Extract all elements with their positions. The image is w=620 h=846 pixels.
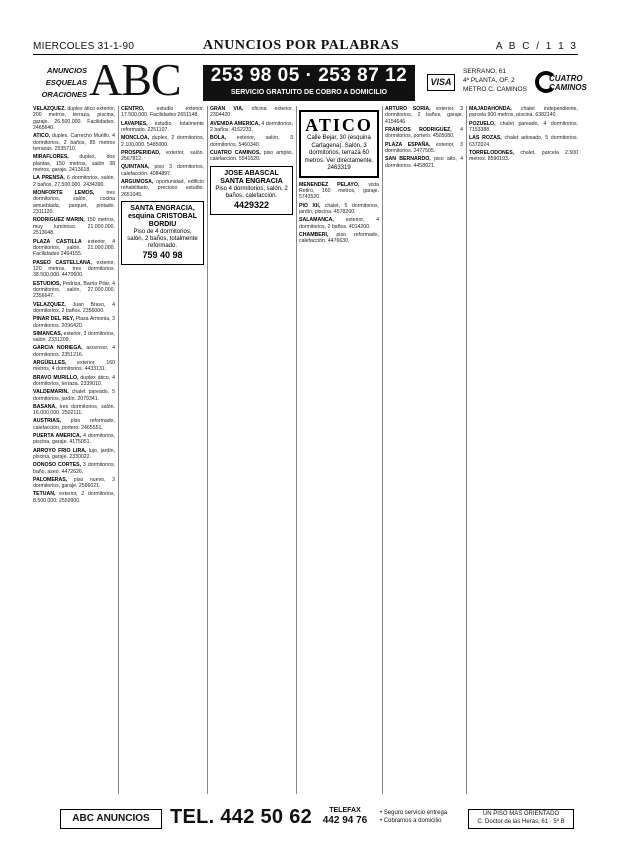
ad-heading: MENENDEZ PELAYO, — [299, 181, 360, 188]
banner-categories: ANUNCIOS ESQUELAS ORACIONES — [41, 66, 87, 99]
ad-text: exterior, 4 dormitorios, salón. 21.000.000. Facilidades 2464155. — [33, 238, 115, 258]
footer-services: • Seguro servicio entrega • Cobramos a domicilio — [380, 810, 448, 824]
ad-text: oportunidad, edificio rehabilitado, precioso estudio. 2651045. — [121, 179, 204, 198]
classified-ad — [121, 106, 204, 119]
ad-text: piso 3 dormitorios, calefacción. 4084897. — [121, 164, 204, 177]
classified-ad — [121, 121, 204, 134]
ad-text: duplex ático, 4 dormitorios, terraza. 2339010. — [33, 374, 115, 387]
ad-text: 6 dormitorios, salón. 2 baños, 27.500.000. 2434390. — [33, 175, 115, 188]
ad-heading: ESTUDIOS, — [33, 280, 61, 287]
ad-heading: TETUAN, — [33, 491, 56, 498]
classified-ad — [33, 133, 115, 152]
classified-ad — [33, 477, 115, 490]
ad-heading: VELAZQUEZ. — [33, 106, 66, 112]
ad-heading: PUERTA AMERICA, — [33, 433, 82, 440]
column-divider — [296, 106, 297, 794]
classified-ad — [121, 164, 204, 177]
ad-text: 4 dormitorios, piscina, garaje. 4175051. — [33, 433, 115, 446]
ad-text: 150 metros, muy luminoso. 21.000.000. 2513048. — [33, 217, 115, 237]
classified-ad — [385, 127, 463, 140]
ad-heading: LAVAPIES, — [121, 120, 148, 127]
office-address: SERRANO, 61 4ª PLANTA, OF. 2 METRO C. CAMINOS — [463, 68, 527, 93]
footer-abc-label: ABC ANUNCIOS — [60, 809, 162, 829]
ad-heading: PALOMERAS, — [33, 476, 68, 483]
classified-ad — [469, 135, 578, 148]
ad-text: vista Retiro, 160 metros, garaje. 5743520. — [299, 181, 379, 201]
ad-text: Juan Bravo, 4 dormitorios, 2 baños. 2356000. — [33, 301, 115, 314]
ad-text: duplex. Carrecho Murillo. 4 dormitorios, 2 baños, 85 metros terrazas. 2535710. — [33, 133, 115, 153]
ad-heading: PINAR DEL REY, — [33, 316, 75, 323]
ad-heading: SIMANCAS, — [33, 330, 63, 337]
classified-ad — [121, 135, 204, 148]
ad-heading: GRAN VIA, — [210, 106, 244, 112]
classified-column-5 — [385, 106, 463, 796]
classified-ad — [33, 433, 115, 446]
ad-heading: CUATRO CAMINOS, — [210, 149, 261, 156]
ad-heading: QUINTANA, — [121, 164, 150, 171]
abc-logo: ABC — [89, 54, 181, 105]
classified-ad — [299, 182, 379, 201]
ad-santa-engracia: SANTA ENGRACIA, esquina CRISTOBAL BORDIU Piso de 4 dormitorios, salón, 2 baños, totalmente reformado. 759 40 98 — [121, 201, 204, 265]
classified-ad — [33, 281, 115, 300]
ad-text: 4 dormitorios, portero. 4505080. — [385, 127, 463, 140]
classified-ad — [299, 217, 379, 230]
ad-text: piso amplio, calefacción. 5541620. — [210, 149, 293, 163]
ad-jose-abascal: JOSE ABASCAL SANTA ENGRACIA Piso 4 dormitorios, salón, 2 baños, calefacción. 4429322 — [210, 166, 293, 215]
footer-office: UN PISO MÁS ORIENTADO C. Doctor de las Heras, 61 · 5º B — [468, 809, 574, 829]
phone-2: 253 87 12 — [318, 65, 408, 86]
page-number: A B C / 1 1 3 — [495, 41, 578, 52]
visa-icon: VISA — [427, 74, 455, 91]
ad-text: piso reformado, calefacción, portero. 2465551. — [33, 418, 115, 431]
footer-ad — [60, 806, 570, 831]
ad-heading: CENTRO, — [121, 106, 145, 112]
ad-banner — [33, 54, 587, 105]
classified-ad — [33, 375, 115, 388]
classified-ad — [33, 154, 115, 173]
classified-column-2 — [121, 106, 204, 796]
ad-text: piso alto, 4 dormitorios. 4458021. — [385, 156, 463, 169]
classified-ad — [33, 302, 115, 315]
ad-text: duplex ático exterior, 200 metros, terraza, piscina, garaje. 26.500.000. Facilidades. 2465640. — [33, 106, 115, 132]
ad-text: exterior, 3 dormitorios. 2477505. — [385, 141, 463, 155]
footer-telefax: TELEFAX 442 94 76 — [322, 807, 368, 826]
ad-heading: VALDEMARIN, — [33, 389, 69, 396]
ad-text: exterior, 2 dormitorios, 8.500.000. 2559900. — [33, 491, 115, 504]
ad-text: duplex, 2 dormitorios, 2.100.000. 5485000. — [121, 135, 204, 148]
ad-heading: MAJADAHONDA, — [469, 106, 512, 112]
ad-heading: MONCLOA, — [121, 135, 150, 142]
ad-heading: SALAMANCA, — [299, 217, 334, 224]
ad-text: estudio, totalmente reformado. 2251107. — [121, 120, 204, 134]
cuatro-caminos-logo: CUATRO CAMINOS — [535, 69, 585, 99]
classified-ad — [33, 316, 115, 329]
column-divider — [207, 106, 208, 794]
classified-ad — [299, 232, 379, 245]
ad-text: exterior, 3 dormitorios, 2 baños, garaje. 4154646. — [385, 106, 463, 125]
classified-ad — [210, 150, 293, 163]
classified-ad — [33, 389, 115, 402]
ad-heading: LA PRENSA, — [33, 175, 65, 182]
classified-ad — [33, 331, 115, 344]
ad-text: Plaza Armonia, 3 dormitorios. 2096420. — [33, 316, 115, 329]
ad-text: exterior, salón. 2567812. — [121, 149, 204, 163]
classified-ad — [33, 260, 115, 279]
ad-text: chalet, parcela 2.500 metros. 8590103. — [469, 149, 578, 163]
ad-text: chalet adosado, 5 dormitorios. 6372024. — [469, 135, 578, 148]
classified-ad — [469, 106, 578, 119]
ad-text: chalet pareado, 5 dormitorios, jardín. 2079341. — [33, 389, 115, 402]
ad-text: piso nuevo, 3 dormitorios, garaje. 2566021. — [33, 476, 115, 490]
classified-ad — [33, 418, 115, 431]
ad-text: exterior, salón, 3 dormitorios. 5460340. — [210, 135, 293, 148]
ad-heading: ARGUMOSA, — [121, 179, 154, 186]
ad-heading: POZUELO, — [469, 120, 496, 127]
ad-text: ascensor, 4 dormitorios. 2351216. — [33, 345, 115, 358]
classified-column-4 — [299, 106, 379, 796]
classified-ad — [121, 179, 204, 198]
ad-text: exterior, 4 dormitorios, 2 baños. 4014200. — [299, 217, 379, 230]
ad-text: chalet independiente, parcela 900 metros, piscina. 6382140. — [469, 106, 578, 119]
classified-ad — [33, 175, 115, 188]
classified-ad — [33, 360, 115, 373]
ad-heading: ATICO, — [33, 133, 51, 140]
ad-heading: DONOSO CORTES, — [33, 462, 82, 469]
classified-ad — [210, 135, 293, 148]
ad-text: duplex, dos plantas, 150 metros, salón 38 metros, garaje. 2413618. — [33, 154, 115, 174]
classified-ad — [299, 203, 379, 216]
classified-ad — [33, 190, 115, 216]
column-divider — [382, 106, 383, 794]
classified-column-1 — [33, 106, 115, 796]
issue-date: MIERCOLES 31-1-90 — [33, 41, 135, 52]
ad-heading: BRAVO MURILLO, — [33, 374, 79, 381]
service-text: SERVICIO GRATUITO DE COBRO A DOMICILIO — [230, 89, 388, 96]
classified-ad — [469, 121, 578, 134]
ad-phone: 2463319 — [327, 165, 351, 171]
section-title: ANUNCIOS POR PALABRAS — [203, 38, 400, 53]
phone-box: 253 98 05 · 253 87 12 SERVICIO GRATUITO DE COBRO A DOMICILIO — [203, 65, 415, 101]
ad-phone: 4429322 — [233, 199, 270, 210]
classified-ad — [210, 121, 293, 134]
page-header — [33, 38, 578, 55]
ad-heading: BASANA, — [33, 403, 57, 410]
classified-ad — [385, 106, 463, 125]
ad-text: 3 dormitorios, baño, aseo. 4472626. — [33, 462, 115, 475]
classified-column-6 — [469, 106, 578, 796]
ad-text: tres dormitorios, salón. 16.000.000. 2502111. — [33, 403, 115, 417]
classified-ad — [33, 345, 115, 358]
ad-text: exterior, 120 metros, tres dormitorios. 38.500.000. 4470600. — [33, 259, 115, 279]
ad-heading: ARROYO FRIO LIRA, — [33, 447, 87, 454]
ad-heading: ARGÜELLES, — [33, 359, 67, 366]
classified-ad — [121, 150, 204, 163]
ad-text: tres dormitorios, salón, cocina amueblada, parquet, pintado. 2311120. — [33, 190, 115, 216]
ad-heading: TORRELODONES, — [469, 149, 515, 156]
ad-heading: PROSPERIDAD, — [121, 149, 161, 156]
ad-text: exterior, 3 dormitorios, salón. 2331209. — [33, 330, 115, 344]
classified-ad — [33, 239, 115, 258]
ad-heading: AVENIDA AMERICA, — [210, 120, 260, 127]
ad-heading: PLAZA CASTILLA — [33, 238, 82, 245]
ad-heading: PLAZA ESPAÑA, — [385, 141, 431, 148]
column-divider — [118, 106, 119, 794]
ad-text: chalet, 5 dormitorios, jardín, piscina. 4578200. — [299, 202, 379, 215]
ad-heading: CHAMBERI, — [299, 231, 329, 238]
phone-1: 253 98 05 — [210, 65, 300, 86]
ad-text: Pedriza, Barrio Pilar, 4 dormitorios, salón, 27.000.000. 2356647. — [33, 280, 115, 300]
ad-atico: ATICO Calle Bejar, 30 (esquina Cartagena). Salón, 3 dormitorios, terraza 60 metros. Ver directamente. 2463319 — [299, 110, 379, 178]
ad-text: chalet pareado, 4 dormitorios. 7153388. — [469, 120, 578, 134]
ad-heading: PASEO CASTELLANA, — [33, 259, 92, 266]
ad-text: lujo, jardín, piscina, garaje. 2330022. — [33, 447, 115, 461]
classified-ad — [210, 106, 293, 119]
ad-text: estudio exterior. 17.500.000. Facilidades 2651148. — [121, 106, 204, 119]
footer-phone: TEL. 442 50 62 — [170, 806, 313, 828]
ad-text: oficina exterior. 2304420. — [210, 106, 293, 119]
ad-text: piso reformado, calefacción. 4476630. — [299, 231, 379, 245]
ad-heading: GARCIA NORIEGA, — [33, 345, 83, 352]
classified-ad — [469, 150, 578, 163]
classified-ad — [33, 491, 115, 504]
ad-heading: VELAZQUEZ, — [33, 301, 66, 308]
ad-text: 4 dormitorios, 2 baños. 4162233. — [210, 120, 293, 134]
classified-ad — [385, 156, 463, 169]
classified-ad — [33, 462, 115, 475]
classified-ad — [33, 217, 115, 236]
column-divider — [466, 106, 467, 794]
ad-heading: RODRIGUEZ MARIN, — [33, 217, 85, 224]
ad-heading: ARTURO SORIA, — [385, 106, 431, 112]
ad-heading: BOLA, — [210, 135, 227, 142]
ad-text: exterior, 160 metros, 4 dormitorios. 4433131. — [33, 359, 115, 373]
ad-heading: PIO XII, — [299, 202, 321, 209]
ad-heading: SAN BERNARDO, — [385, 156, 431, 163]
classified-column-3 — [210, 106, 293, 796]
classified-ad — [33, 448, 115, 461]
ad-phone: 759 40 98 — [142, 250, 183, 261]
classified-ad — [33, 106, 115, 132]
ad-heading: MIRAFLORES, — [33, 154, 69, 161]
ad-heading: AUSTRIAS, — [33, 418, 61, 425]
ad-heading: MONFORTE LEMOS, — [33, 190, 95, 197]
ad-heading: FRANCOS RODRIGUEZ, — [385, 127, 452, 134]
classified-ad — [33, 404, 115, 417]
classified-ad — [385, 142, 463, 155]
ad-heading: LAS ROZAS, — [469, 135, 502, 142]
